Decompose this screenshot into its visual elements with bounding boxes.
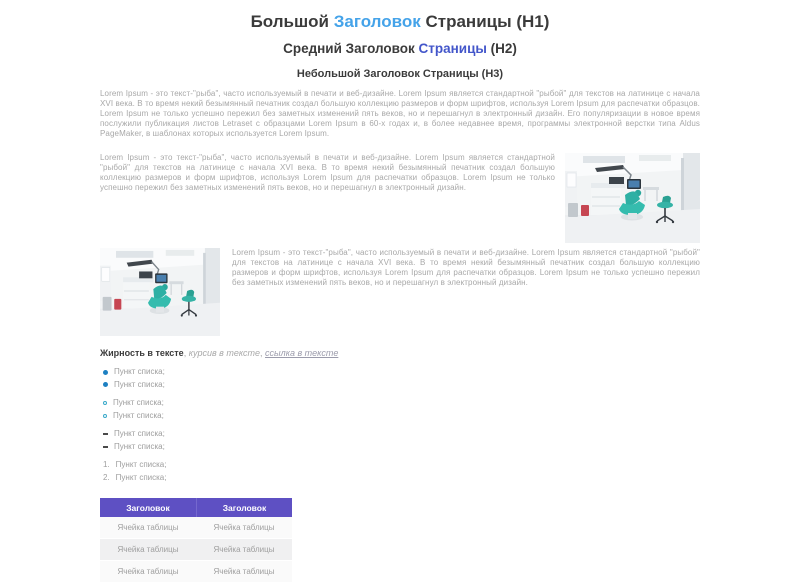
list-item [100, 428, 700, 441]
list-item [100, 366, 700, 379]
list-item-label: Пункт списка; [115, 472, 167, 482]
table-cell: Ячейка таблицы [100, 561, 196, 583]
list-item [100, 410, 700, 423]
paragraph-text: Lorem Ipsum - это текст-"рыба", часто используемый в печати и веб-дизайне. Lorem Ipsum является стандартной "рыбой" для текстов на латинице с начала XVI века. В то время некий безымянный печатник создал большую коллекцию размеров и форм шрифтов, используя Lorem Ipsum для распечатки образцов. Lorem Ipsum не только успешно пережил без заметных изменений пять веков, но и перешагнул в электронный дизайн. [232, 248, 700, 287]
bullet-circle-icon [103, 414, 107, 418]
table-cell: Ячейка таблицы [100, 539, 196, 561]
list-item [100, 472, 700, 485]
page-content [100, 0, 700, 583]
h1-accent-word: Заголовок [333, 12, 421, 31]
h1-text-post: Страницы (H1) [420, 12, 550, 31]
paragraph-text: Lorem Ipsum - это текст-"рыба", часто используемый в печати и веб-дизайне. Lorem Ipsum является стандартной "рыбой" для текстов на латинице с начала XVI века. В то время некий безымянный печатник создал большую коллекцию размеров и форм шрифтов, используя Lorem Ipsum для распечатки образцов. Lorem Ipsum не только успешно пережил без заметных изменений пять веков, но и перешагнул в электронный дизайн. [100, 153, 555, 192]
bullet-dash-icon [103, 446, 108, 448]
list-item-label: Пункт списка; [113, 410, 164, 420]
intro-paragraph: Lorem Ipsum - это текст-"рыба", часто используемый в печати и веб-дизайне. Lorem Ipsum является стандартной "рыбой" для текстов на латинице с начала XVI века. В то время некий безымянный печатник создал большую коллекцию размеров и форм шрифтов, используя Lorem Ipsum для распечатки образцов. Lorem Ipsum не только успешно пережил без заметных изменений пять веков, но и перешагнул в электронный дизайн. Его популяризации в новое время послужили публикация листов Letraset с образцами Lorem Ipsum в 60-х годах и, в более недавнее время, программы электронной верстки типа Aldus PageMaker, в шаблонах которых используется Lorem Ipsum. [100, 89, 700, 138]
paragraph-with-right-image [100, 153, 700, 243]
list-item [100, 379, 700, 392]
bullet-list-dash [100, 428, 700, 453]
table-cell: Ячейка таблицы [100, 517, 196, 539]
table-cell: Ячейка таблицы [196, 539, 292, 561]
bullet-dash-icon [103, 433, 108, 435]
list-item [100, 459, 700, 472]
bullet-disc-icon [103, 370, 108, 375]
page-title-h1 [100, 12, 700, 32]
list-item-label: Пункт списка; [114, 367, 165, 376]
bullet-disc-icon [103, 382, 108, 387]
list-item-label: Пункт списка; [114, 441, 165, 451]
list-item-label: Пункт списка; [114, 429, 165, 438]
h2-accent-word: Страницы [418, 41, 487, 56]
list-item [100, 397, 700, 410]
table-cell: Ячейка таблицы [196, 517, 292, 539]
table-row [100, 539, 292, 561]
dental-clinic-photo [100, 248, 220, 336]
text-link-sample[interactable]: ссылка в тексте [265, 348, 339, 358]
table-header-cell: Заголовок [196, 498, 292, 517]
numbered-list [100, 459, 700, 484]
bullet-circle-icon [103, 401, 107, 405]
list-item-number: 1. [103, 460, 110, 469]
h2-text-post: (H2) [486, 41, 517, 56]
list-item-number: 2. [103, 472, 110, 482]
demo-table [100, 498, 292, 583]
bullet-list-hollow [100, 397, 700, 422]
separator: , [183, 348, 189, 358]
table-header-cell: Заголовок [100, 498, 196, 517]
italic-text-sample: курсив в тексте [188, 348, 261, 358]
paragraph-with-left-image [100, 248, 700, 336]
page-title-h2 [100, 41, 700, 57]
h1-text-pre: Большой [250, 12, 334, 31]
list-item [100, 441, 700, 454]
dental-clinic-photo [565, 153, 700, 243]
inline-styles-demo [100, 348, 700, 359]
list-item-label: Пункт списка; [115, 460, 167, 469]
bold-text-sample: Жирность в тексте [100, 348, 184, 358]
table-header-row [100, 498, 292, 517]
bullet-list-filled [100, 366, 700, 391]
table-row [100, 561, 292, 583]
list-item-label: Пункт списка; [113, 398, 164, 407]
page-title-h3: Небольшой Заголовок Страницы (H3) [296, 68, 504, 80]
table-cell: Ячейка таблицы [196, 561, 292, 583]
list-item-label: Пункт списка; [114, 379, 165, 389]
h2-text-pre: Средний Заголовок [283, 41, 419, 56]
separator: , [260, 348, 266, 358]
table-row [100, 517, 292, 539]
